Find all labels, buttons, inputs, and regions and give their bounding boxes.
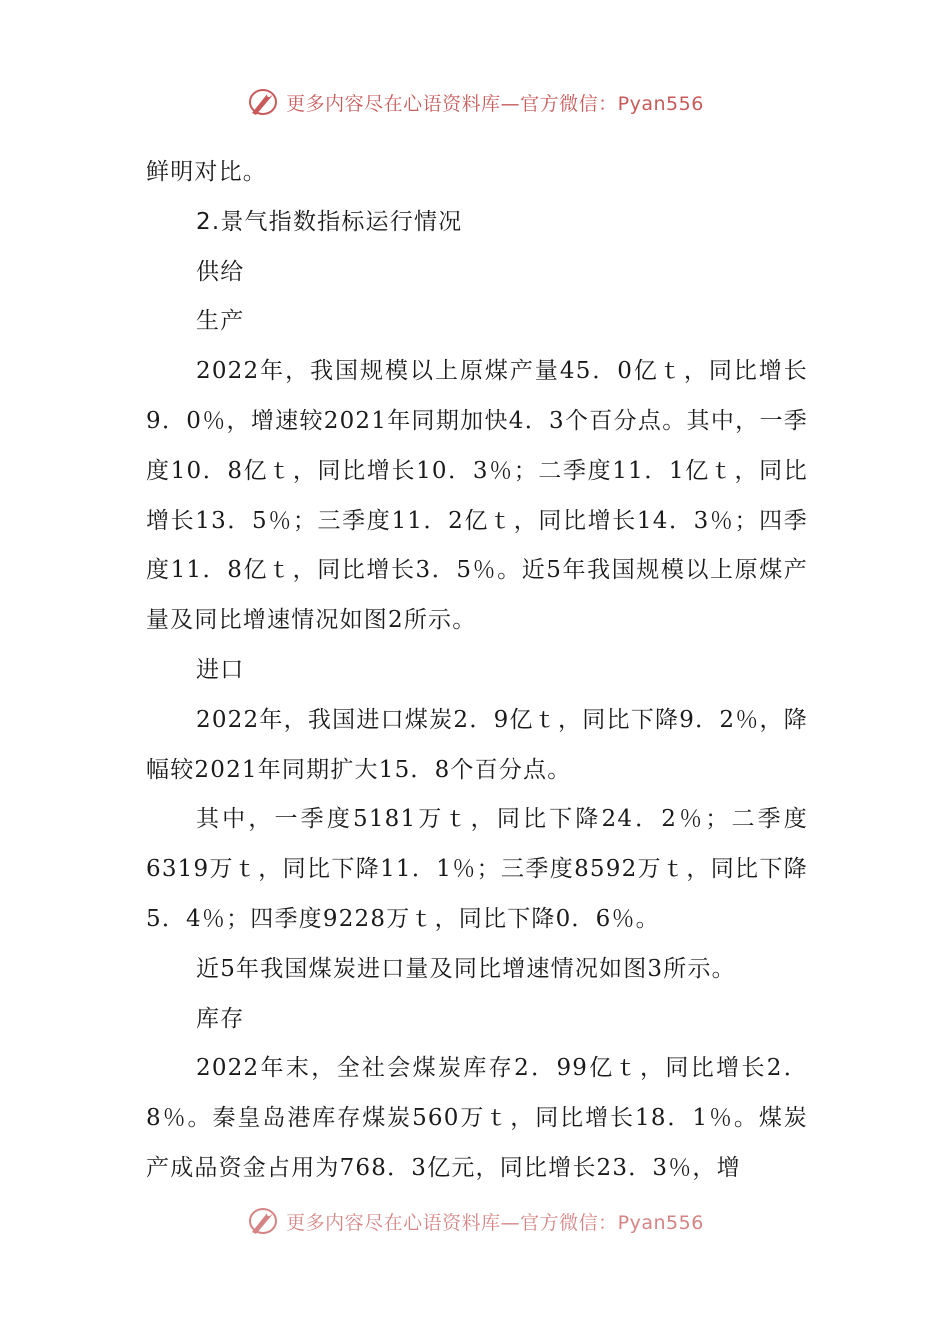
- header-banner-text: 更多内容尽在心语资料库—官方微信：Pyan556: [286, 92, 704, 115]
- document-body: [146, 148, 808, 1194]
- subheading-import: 进口: [196, 656, 245, 683]
- pen-nib-logo-icon: [246, 1206, 280, 1236]
- pen-nib-logo-icon: [246, 87, 280, 117]
- subheading-production: 生产: [196, 308, 245, 335]
- paragraph-inventory: 2022年末，全社会煤炭库存2．99亿ｔ，同比增长2．8％。秦皇岛港库存煤炭560万ｔ，同比增长18．1％。煤炭产成品资金占用为768．3亿元，同比增长23．3％，增: [146, 1055, 808, 1181]
- footer-banner: [0, 1201, 950, 1241]
- paragraph-continuation: 鲜明对比。: [146, 159, 267, 185]
- subheading-inventory: 库存: [196, 1005, 245, 1032]
- section-heading: 2.景气指数指标运行情况: [196, 208, 463, 235]
- footer-banner-text: 更多内容尽在心语资料库—官方微信：Pyan556: [286, 1211, 704, 1234]
- paragraph-import-quarterly: 其中，一季度5181万ｔ，同比下降24．2％；二季度6319万ｔ，同比下降11．1％；三季度8592万ｔ，同比下降5．4％；四季度9228万ｔ，同比下降0．6％。: [146, 806, 808, 932]
- paragraph-production: 2022年，我国规模以上原煤产量45．0亿ｔ，同比增长9．0％，增速较2021年同期加快4．3个百分点。其中，一季度10．8亿ｔ，同比增长10．3％；二季度11．1亿ｔ，同比增长13．5％；三季度11．2亿ｔ，同比增长14．3％；四季度11．8亿ｔ，同比增长3．5％。近5年我国规模以上原煤产量及同比增速情况如图2所示。: [146, 358, 808, 634]
- paragraph-import-summary: 2022年，我国进口煤炭2．9亿ｔ，同比下降9．2％，降幅较2021年同期扩大15．8个百分点。: [146, 706, 808, 783]
- header-banner: [0, 82, 950, 122]
- subheading-supply: 供给: [196, 258, 245, 285]
- paragraph-import-figure-ref: 近5年我国煤炭进口量及同比增速情况如图3所示。: [196, 955, 736, 982]
